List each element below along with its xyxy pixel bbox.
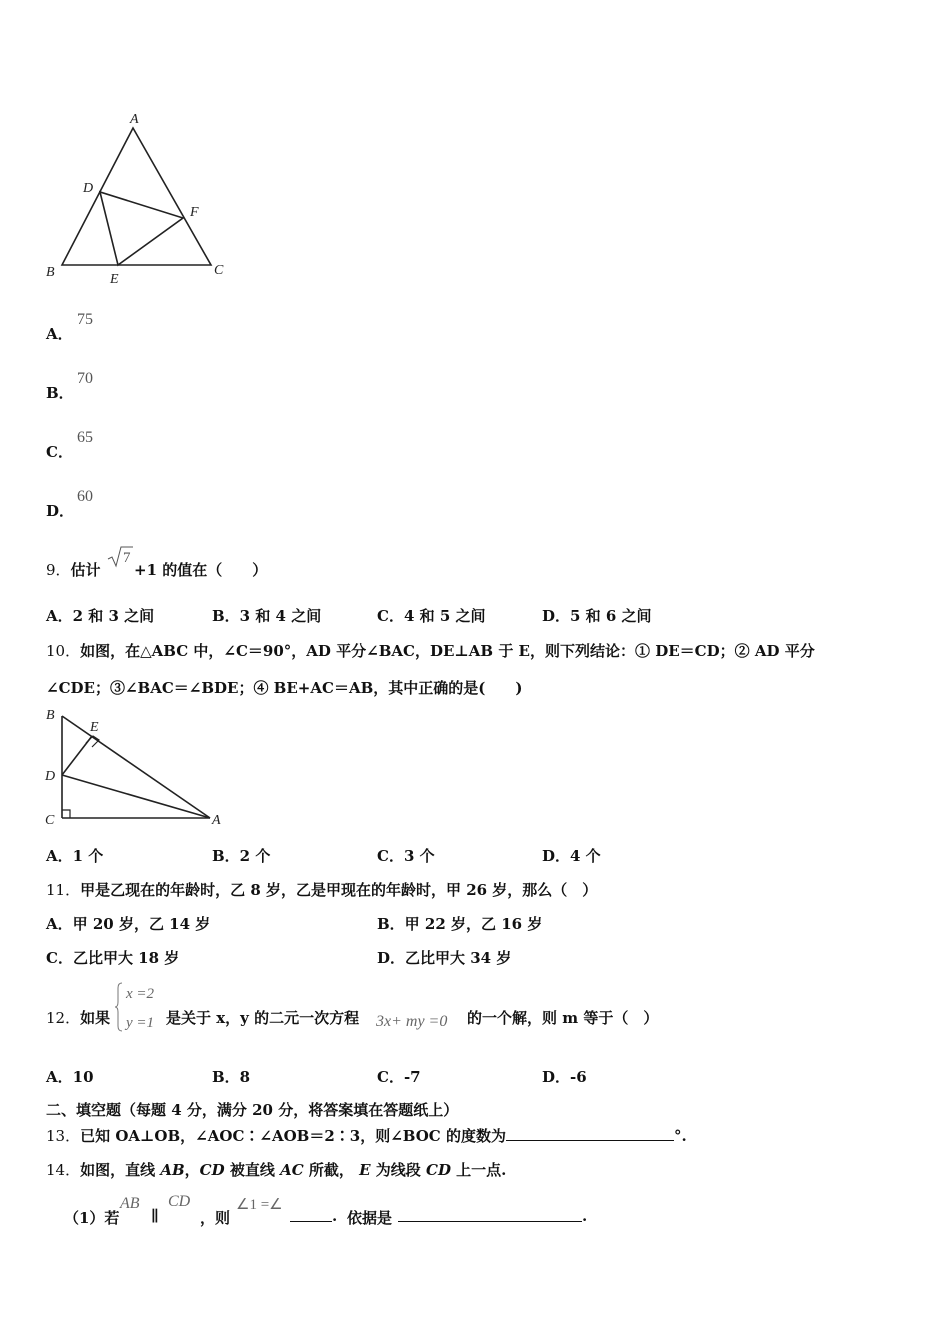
q10-option-c[interactable]: C．3 个 — [377, 847, 435, 865]
q9-option-d[interactable]: D．5 和 6 之间 — [542, 607, 652, 625]
line-cd: CD — [199, 1161, 225, 1179]
question-14 — [46, 1159, 506, 1180]
right-triangle-figure — [40, 700, 240, 832]
label-b: B — [46, 265, 55, 280]
q12-option-c[interactable]: C．-7 — [377, 1068, 421, 1086]
q12-option-b[interactable]: B．8 — [212, 1068, 251, 1086]
option-key: B． — [46, 384, 74, 402]
question-text: 已知 OA⊥OB，∠AOC∶∠AOB＝2∶3，则∠BOC 的度数为 — [80, 1127, 506, 1145]
option-value: 70 — [77, 370, 93, 387]
question-12-start — [46, 1007, 110, 1028]
question-number: 9． — [46, 561, 71, 579]
text-b: 被直线 — [224, 1161, 281, 1179]
q12-option-d[interactable]: D．-6 — [542, 1068, 587, 1086]
question-10-line1 — [46, 640, 815, 661]
section-title: 二、填空题（每题 4 分，满分 20 分，将答案填在答题纸上） — [46, 1101, 459, 1119]
sub-question-1-prefix: （1）若 — [64, 1209, 120, 1227]
question-text: 甲是乙现在的年龄时，乙 8 岁，乙是甲现在的年龄时，甲 26 岁，那么（ ） — [80, 881, 598, 899]
text-a: 如图，直线 — [80, 1161, 161, 1179]
label-c: C — [214, 263, 224, 278]
question-9 — [46, 559, 101, 580]
question-prefix: 如果 — [80, 1009, 111, 1027]
q11-option-d[interactable]: D．乙比甲大 34 岁 — [377, 949, 512, 967]
equation: 3x+ my =0 — [376, 1013, 448, 1030]
question-suffix: 的一个解，则 m 等于（ ） — [467, 1009, 659, 1027]
question-number: 13． — [46, 1127, 81, 1145]
label-e: E — [110, 272, 119, 287]
q9-option-c[interactable]: C．4 和 5 之间 — [377, 607, 486, 625]
formula-cd: CD — [168, 1193, 191, 1210]
equation-system-brace — [114, 980, 166, 1034]
comma: ， — [184, 1161, 200, 1179]
parallel-symbol: ∥ — [151, 1207, 159, 1225]
q9-option-a[interactable]: A．2 和 3 之间 — [46, 607, 155, 625]
option-value: 60 — [77, 488, 93, 505]
question-number: 12． — [46, 1009, 81, 1027]
option-key: A． — [46, 325, 73, 343]
label-b: B — [46, 708, 55, 723]
point-e: E — [359, 1161, 371, 1179]
text-d: 为线段 — [370, 1161, 426, 1179]
line-ab: AB — [160, 1161, 185, 1179]
q12-option-a[interactable]: A．10 — [46, 1068, 94, 1086]
system-line-2: y =1 — [126, 1015, 155, 1031]
question-text: 如图，在△ABC 中，∠C＝90°，AD 平分∠BAC，DE⊥AB 于 E，则下列结论：① DE＝CD；② AD 平分 — [80, 642, 815, 660]
label-a: A — [130, 112, 139, 127]
label-a: A — [212, 813, 221, 828]
question-number: 11． — [46, 881, 81, 899]
option-key: D． — [46, 502, 75, 520]
end-dot: . — [582, 1207, 588, 1225]
q10-option-a[interactable]: A．1 个 — [46, 847, 104, 865]
sqrt-symbol — [106, 544, 134, 570]
q11-option-a[interactable]: A．甲 20 岁，乙 14 岁 — [46, 915, 211, 933]
basis-answer-blank[interactable] — [398, 1208, 582, 1222]
triangle-def — [100, 192, 183, 265]
formula-ab: AB — [120, 1195, 140, 1212]
option-value: 75 — [77, 311, 93, 328]
dot: . — [332, 1207, 338, 1225]
label-d: D — [45, 769, 56, 784]
system-line-1: x =2 — [126, 986, 155, 1002]
label-d: D — [83, 181, 94, 196]
radicand: 7 — [123, 550, 131, 566]
question-end: °. — [673, 1127, 687, 1145]
question-prefix: 估计 — [70, 561, 101, 579]
q9-option-b[interactable]: B．3 和 4 之间 — [212, 607, 322, 625]
basis-label: 依据是 — [347, 1209, 393, 1227]
triangle-abc — [62, 128, 211, 265]
angle-formula: ∠1 =∠ — [236, 1197, 283, 1213]
angle-answer-blank[interactable] — [290, 1208, 332, 1222]
label-c: C — [45, 813, 55, 828]
label-f: F — [190, 205, 199, 220]
q11-option-b[interactable]: B．甲 22 岁，乙 16 岁 — [377, 915, 543, 933]
question-middle: 是关于 x，y 的二元一次方程 — [166, 1009, 360, 1027]
q10-option-d[interactable]: D．4 个 — [542, 847, 601, 865]
line-ac: AC — [280, 1161, 304, 1179]
question-number: 10． — [46, 642, 81, 660]
question-number: 14． — [46, 1161, 81, 1179]
q10-option-b[interactable]: B．2 个 — [212, 847, 271, 865]
option-key: C． — [46, 443, 73, 461]
segment-cd: CD — [426, 1161, 451, 1179]
question-13 — [46, 1125, 687, 1146]
question-suffix: +1 的值在（ ） — [134, 561, 268, 579]
option-value: 65 — [77, 429, 93, 446]
question-10-line2: ∠CDE；③∠BAC＝∠BDE；④ BE+AC＝AB，其中正确的是( ) — [46, 679, 523, 697]
answer-blank[interactable] — [506, 1126, 674, 1141]
question-11 — [46, 879, 597, 900]
q11-option-c[interactable]: C．乙比甲大 18 岁 — [46, 949, 180, 967]
label-e: E — [90, 720, 99, 735]
then-text: ，则 — [200, 1209, 231, 1227]
text-c: 所截， — [303, 1161, 360, 1179]
triangle-figure — [40, 108, 240, 288]
text-e: 上一点. — [450, 1161, 507, 1179]
